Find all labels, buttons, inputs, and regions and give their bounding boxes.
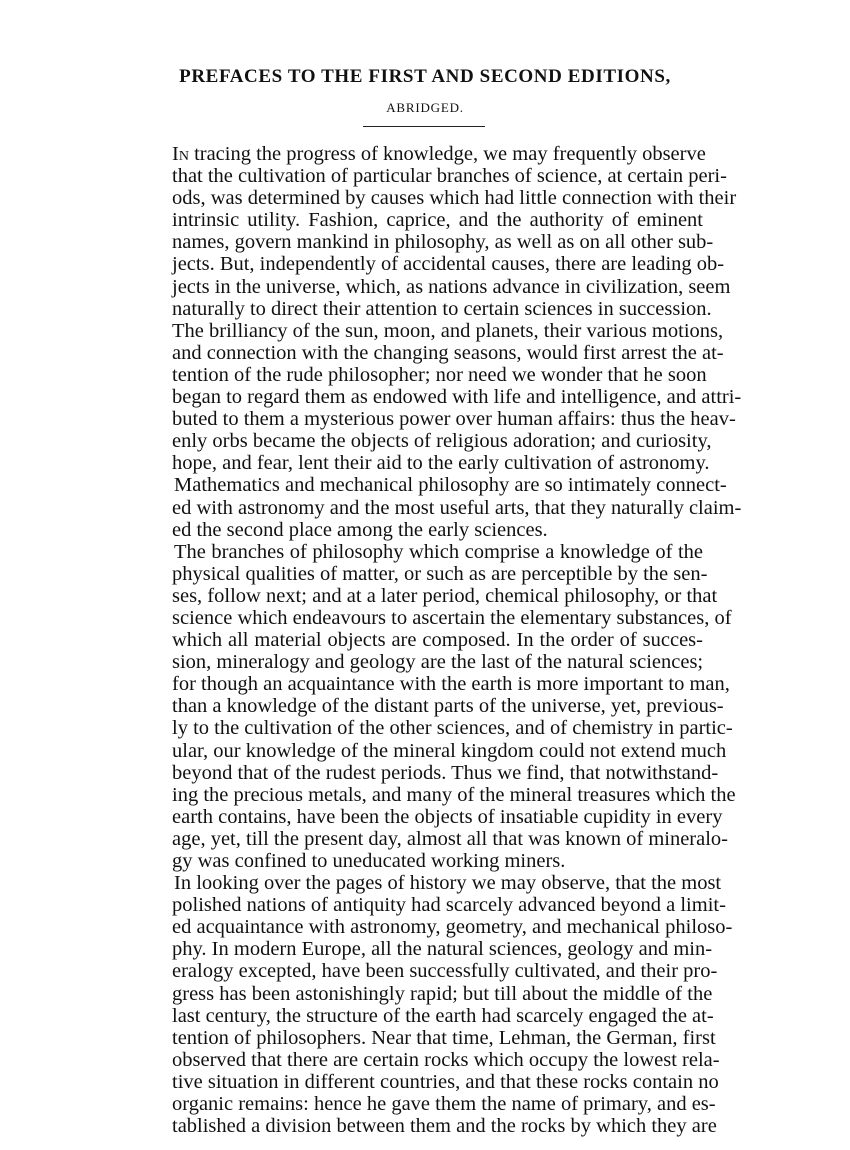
- text-line: The brilliancy of the sun, moon, and planets, their various motions,: [172, 319, 724, 342]
- text-line: intrinsic utility. Fashion, caprice, and the authority of eminent: [172, 209, 703, 232]
- page-heading: PREFACES TO THE FIRST AND SECOND EDITIONS,: [179, 66, 671, 87]
- text-line: buted to them a mysterious power over human affairs: thus the heav-: [172, 408, 736, 431]
- text-line: jects in the universe, which, as nations advance in civilization, seem: [172, 275, 731, 298]
- text-line: enly orbs became the objects of religious adoration; and curiosity,: [172, 430, 712, 453]
- text-line: jects. But, independently of accidental causes, there are leading ob-: [172, 253, 725, 276]
- text-line: beyond that of the rudest periods. Thus we find, that notwithstand-: [172, 761, 719, 784]
- text-line: ses, follow next; and at a later period, chemical philosophy, or that: [172, 584, 718, 607]
- body-text: [172, 143, 742, 1138]
- text-line: ular, our knowledge of the mineral kingdom could not extend much: [172, 739, 727, 762]
- text-line: ing the precious metals, and many of the mineral treasures which the: [172, 783, 736, 806]
- text-line: which all material objects are composed. In the order of succes-: [172, 629, 703, 652]
- heading-rule: [363, 126, 485, 127]
- text-line: The branches of philosophy which comprise a knowledge of the: [174, 540, 703, 563]
- text-line: In looking over the pages of history we may observe, that the most: [174, 872, 722, 895]
- text-line: gy was confined to uneducated working miners.: [172, 850, 566, 872]
- text-line: naturally to direct their attention to certain sciences in succession.: [172, 297, 712, 320]
- text-line: ed acquaintance with astronomy, geometry, and mechanical philoso-: [172, 916, 733, 939]
- text-line: names, govern mankind in philosophy, as well as on all other sub-: [172, 231, 714, 254]
- text-line: earth contains, have been the objects of insatiable cupidity in every: [172, 805, 723, 828]
- text-line: physical qualities of matter, or such as are perceptible by the sen-: [172, 562, 708, 585]
- text-line: eralogy excepted, have been successfully cultivated, and their pro-: [172, 960, 718, 983]
- text-line: began to regard them as endowed with life and intelligence, and attri-: [172, 386, 742, 409]
- text-line: and connection with the changing seasons, would first arrest the at-: [172, 341, 724, 364]
- text-line: sion, mineralogy and geology are the last of the natural sciences;: [172, 651, 704, 674]
- text-line: phy. In modern Europe, all the natural sciences, geology and min-: [172, 938, 713, 961]
- text-line: [172, 143, 706, 165]
- text-line: ods, was determined by causes which had little connection with their: [172, 187, 737, 210]
- text-line: polished nations of antiquity had scarcely advanced beyond a limit-: [172, 894, 726, 917]
- text-line: gress has been astonishingly rapid; but till about the middle of the: [172, 982, 713, 1005]
- drop-word: In: [172, 143, 189, 165]
- text-line: ly to the cultivation of the other sciences, and of chemistry in partic-: [172, 717, 733, 740]
- text-line: tive situation in different countries, and that these rocks contain no: [172, 1070, 719, 1093]
- text-line: Mathematics and mechanical philosophy are so intimately connect-: [174, 474, 727, 497]
- text-line: tention of philosophers. Near that time, Lehman, the German, first: [172, 1026, 716, 1049]
- text-line: ed the second place among the early sciences.: [172, 518, 548, 541]
- text-line-rest: tracing the progress of knowledge, we may frequently observe: [188, 143, 706, 165]
- text-line: tention of the rude philosopher; nor need we wonder that he soon: [172, 363, 707, 386]
- text-line: science which endeavours to ascertain the elementary substances, of: [172, 606, 732, 629]
- text-line: hope, and fear, lent their aid to the early cultivation of astronomy.: [172, 452, 710, 475]
- text-line: that the cultivation of particular branches of science, at certain peri-: [172, 165, 727, 188]
- text-line: last century, the structure of the earth had scarcely engaged the at-: [172, 1004, 714, 1027]
- text-line: for though an acquaintance with the earth is more important to man,: [172, 673, 730, 696]
- text-line: than a knowledge of the distant parts of the universe, yet, previous-: [172, 695, 724, 718]
- page-subheading: ABRIDGED.: [386, 100, 464, 115]
- text-line: ed with astronomy and the most useful arts, that they naturally claim-: [172, 496, 742, 519]
- text-line: organic remains: hence he gave them the name of primary, and es-: [172, 1093, 716, 1116]
- text-line: tablished a division between them and the rocks by which they are: [172, 1115, 717, 1138]
- text-line: age, yet, till the present day, almost all that was known of mineralo-: [172, 827, 729, 850]
- text-line: observed that there are certain rocks which occupy the lowest rela-: [172, 1048, 720, 1071]
